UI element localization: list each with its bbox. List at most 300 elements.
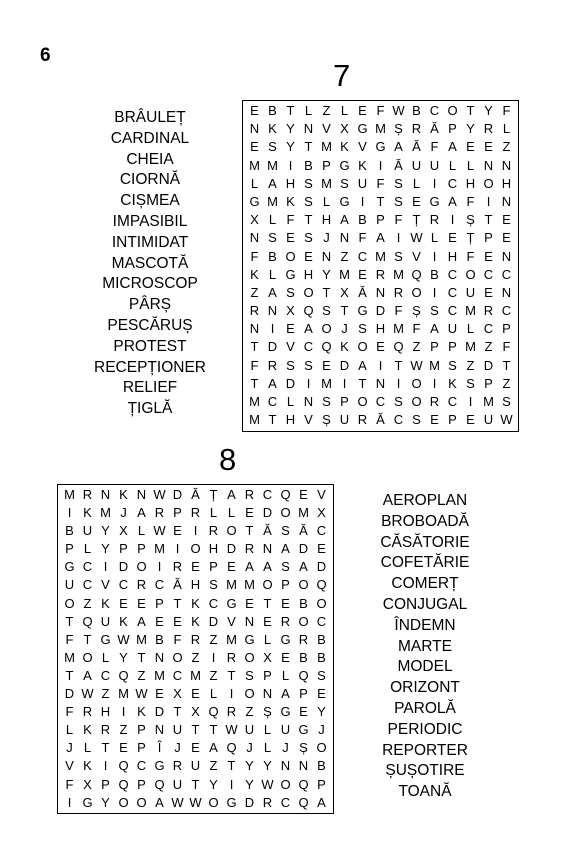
grid-letter: R xyxy=(190,631,201,647)
word-list-item: COFETĂRIE xyxy=(380,554,470,572)
grid-letter: Y xyxy=(119,649,128,665)
grid-letter: R xyxy=(298,631,309,647)
grid-letter: G xyxy=(298,722,309,738)
grid-letter: H xyxy=(501,175,512,191)
grid-letter: I xyxy=(67,505,72,521)
grid-letter: I xyxy=(306,375,311,391)
grid-letter: A xyxy=(209,740,218,756)
grid-letter: Q xyxy=(82,613,93,629)
grid-row xyxy=(246,175,515,193)
grid-letter: Ț xyxy=(412,212,421,228)
grid-letter: O xyxy=(316,740,327,756)
grid-letter: Q xyxy=(321,339,332,355)
grid-row xyxy=(61,595,330,613)
grid-letter: Y xyxy=(322,266,331,282)
grid-letter: R xyxy=(190,505,201,521)
grid-letter: P xyxy=(155,595,164,611)
grid-letter: M xyxy=(483,394,494,409)
grid-letter: S xyxy=(286,357,295,373)
grid-letter: P xyxy=(376,212,385,228)
grid-row xyxy=(246,138,515,156)
grid-row xyxy=(246,357,515,375)
grid-letter: Î xyxy=(157,740,162,756)
grid-letter: L xyxy=(466,321,475,337)
grid-letter: S xyxy=(281,559,290,575)
grid-letter: D xyxy=(375,303,386,319)
grid-letter: W xyxy=(189,794,202,810)
grid-letter: S xyxy=(304,357,313,373)
grid-letter: G xyxy=(339,157,350,173)
grid-letter: E xyxy=(173,523,182,539)
grid-letter: J xyxy=(120,505,127,521)
grid-letter: I xyxy=(229,776,234,792)
grid-letter: Q xyxy=(226,740,237,756)
grid-letter: E xyxy=(281,595,290,611)
grid-letter: U xyxy=(82,523,93,539)
grid-letter: W xyxy=(500,412,513,428)
grid-letter: Y xyxy=(484,103,493,118)
grid-letter: O xyxy=(208,794,219,810)
grid-letter: S xyxy=(394,394,403,409)
grid-letter: O xyxy=(321,321,332,337)
grid-letter: R xyxy=(244,487,255,502)
grid-letter: Ă xyxy=(299,523,308,539)
grid-letter: L xyxy=(340,103,349,118)
grid-letter: Z xyxy=(137,667,146,683)
grid-letter: G xyxy=(285,266,296,282)
grid-letter: P xyxy=(209,559,218,575)
grid-letter: S xyxy=(304,230,313,246)
grid-letter: M xyxy=(321,375,332,391)
grid-letter: G xyxy=(82,794,93,810)
grid-letter: O xyxy=(172,649,183,665)
grid-letter: F xyxy=(502,339,511,355)
grid-letter: A xyxy=(317,794,326,810)
grid-letter: E xyxy=(191,559,200,575)
grid-letter: P xyxy=(448,121,457,137)
grid-letter: C xyxy=(447,266,458,282)
grid-letter: Ă xyxy=(191,487,200,502)
grid-letter: R xyxy=(244,541,255,557)
grid-letter: M xyxy=(321,139,332,155)
grid-letter: O xyxy=(298,613,309,629)
grid-letter: E xyxy=(263,613,272,629)
grid-letter: B xyxy=(304,157,313,173)
grid-letter: Y xyxy=(245,758,254,774)
grid-letter: Ș xyxy=(263,704,272,720)
grid-letter: T xyxy=(245,523,254,539)
grid-letter: O xyxy=(298,577,309,593)
grid-letter: K xyxy=(448,375,457,391)
grid-row xyxy=(61,685,330,703)
grid-letter: Y xyxy=(209,776,218,792)
grid-letter: L xyxy=(83,541,92,557)
word-list-item: CHEIA xyxy=(126,150,174,168)
grid-letter: H xyxy=(208,541,219,557)
grid-letter: D xyxy=(285,375,296,391)
grid-letter: J xyxy=(318,722,325,738)
grid-letter: Z xyxy=(101,686,110,702)
grid-letter: D xyxy=(154,704,165,720)
grid-letter: Ș xyxy=(412,303,421,319)
grid-letter: U xyxy=(357,175,368,191)
grid-letter: R xyxy=(82,704,93,720)
grid-letter: Ă xyxy=(263,523,272,539)
grid-letter: E xyxy=(304,248,313,264)
word-list-item: IMPASIBIL xyxy=(112,212,188,230)
grid-letter: Z xyxy=(484,339,493,355)
grid-letter: Z xyxy=(250,284,259,300)
grid-letter: N xyxy=(321,248,332,264)
grid-letter: I xyxy=(193,523,198,539)
grid-letter: A xyxy=(263,559,272,575)
grid-letter: S xyxy=(268,139,277,155)
grid-letter: X xyxy=(250,212,259,228)
grid-letter: O xyxy=(280,776,291,792)
grid-letter: Ș xyxy=(394,121,403,137)
grid-letter: M xyxy=(393,321,404,337)
grid-letter: R xyxy=(267,357,278,373)
grid-letter: F xyxy=(394,303,403,319)
grid-letter: Y xyxy=(101,794,110,810)
grid-letter: D xyxy=(172,487,183,502)
grid-letter: Ș xyxy=(299,740,308,756)
grid-letter: X xyxy=(340,284,349,300)
grid-letter: W xyxy=(392,103,405,118)
grid-letter: U xyxy=(465,284,476,300)
grid-row xyxy=(246,302,515,320)
grid-letter: L xyxy=(268,266,277,282)
grid-row xyxy=(61,504,330,522)
grid-letter: E xyxy=(191,740,200,756)
grid-letter: Q xyxy=(316,577,327,593)
grid-letter: L xyxy=(209,505,218,521)
grid-row xyxy=(61,522,330,540)
grid-letter: U xyxy=(447,321,458,337)
grid-letter: E xyxy=(119,595,128,611)
grid-letter: Ț xyxy=(209,487,218,502)
grid-letter: C xyxy=(172,667,183,683)
grid-letter: W xyxy=(410,230,423,246)
grid-row xyxy=(61,776,330,794)
grid-row xyxy=(61,613,330,631)
grid-row xyxy=(246,102,515,120)
grid-letter: J xyxy=(282,740,289,756)
word-list-item: PROTEST xyxy=(113,337,187,355)
grid-letter: N xyxy=(262,686,273,702)
grid-letter: N xyxy=(249,121,260,137)
grid-letter: H xyxy=(190,577,201,593)
grid-letter: T xyxy=(227,667,236,683)
grid-row xyxy=(61,486,330,504)
grid-letter: M xyxy=(339,266,350,282)
grid-letter: O xyxy=(136,794,147,810)
grid-letter: T xyxy=(209,722,218,738)
grid-letter: I xyxy=(288,157,293,173)
grid-letter: B xyxy=(317,631,326,647)
grid-letter: C xyxy=(447,394,458,409)
word-list-item: CĂSĂTORIE xyxy=(380,533,470,551)
word-list-item: CIȘMEA xyxy=(120,192,180,210)
grid-letter: I xyxy=(103,758,108,774)
page-number: 6 xyxy=(40,45,51,66)
grid-letter: M xyxy=(465,303,476,319)
grid-letter: Q xyxy=(298,667,309,683)
grid-letter: E xyxy=(376,339,385,355)
grid-letter: W xyxy=(225,722,238,738)
grid-letter: U xyxy=(280,722,291,738)
grid-letter: W xyxy=(261,776,274,792)
grid-letter: Y xyxy=(286,139,295,155)
grid-letter: R xyxy=(280,613,291,629)
grid-letter: E xyxy=(502,230,511,246)
grid-letter: B xyxy=(65,523,74,539)
grid-letter: E xyxy=(412,193,421,209)
grid-letter: Q xyxy=(298,794,309,810)
grid-letter: N xyxy=(303,394,314,409)
grid-letter: K xyxy=(83,722,92,738)
grid-row xyxy=(246,211,515,229)
grid-letter: F xyxy=(65,776,74,792)
grid-letter: N xyxy=(154,722,165,738)
grid-letter: V xyxy=(101,577,110,593)
grid-letter: T xyxy=(227,758,236,774)
grid-letter: Q xyxy=(298,776,309,792)
grid-row xyxy=(246,266,515,284)
grid-letter: H xyxy=(375,321,386,337)
grid-letter: M xyxy=(226,577,237,593)
grid-letter: T xyxy=(250,339,259,355)
grid-letter: A xyxy=(448,193,457,209)
grid-letter: S xyxy=(281,523,290,539)
word-list-item: MARTE xyxy=(398,637,452,655)
grid-letter: P xyxy=(137,722,146,738)
grid-letter: I xyxy=(468,394,473,409)
grid-letter: A xyxy=(137,613,146,629)
grid-letter: Z xyxy=(245,704,254,720)
grid-letter: M xyxy=(267,193,278,209)
puzzle-8-letter-grid xyxy=(57,484,334,814)
grid-letter: I xyxy=(396,375,401,391)
grid-letter: O xyxy=(483,175,494,191)
grid-letter: T xyxy=(286,103,295,118)
grid-letter: D xyxy=(118,559,129,575)
grid-letter: X xyxy=(340,121,349,137)
grid-letter: L xyxy=(412,175,421,191)
grid-letter: L xyxy=(502,121,511,137)
grid-letter: B xyxy=(268,103,277,118)
grid-letter: L xyxy=(137,523,146,539)
grid-letter: T xyxy=(250,375,259,391)
grid-letter: S xyxy=(286,284,295,300)
grid-letter: G xyxy=(339,193,350,209)
grid-letter: E xyxy=(430,412,439,428)
grid-letter: S xyxy=(394,248,403,264)
grid-letter: L xyxy=(430,230,439,246)
grid-letter: R xyxy=(393,284,404,300)
grid-letter: T xyxy=(502,357,511,373)
grid-letter: A xyxy=(340,212,349,228)
grid-letter: E xyxy=(484,284,493,300)
grid-letter: I xyxy=(432,248,437,264)
grid-row xyxy=(61,576,330,594)
grid-letter: O xyxy=(82,649,93,665)
grid-letter: R xyxy=(226,704,237,720)
grid-letter: O xyxy=(411,375,422,391)
grid-letter: L xyxy=(281,667,290,683)
grid-letter: A xyxy=(268,284,277,300)
grid-letter: Ș xyxy=(466,212,475,228)
word-list-item: AEROPLAN xyxy=(382,492,468,509)
word-list-item: REPORTER xyxy=(382,741,468,759)
grid-letter: F xyxy=(65,631,74,647)
grid-letter: O xyxy=(136,559,147,575)
grid-letter: C xyxy=(118,577,129,593)
grid-letter: Z xyxy=(466,357,475,373)
grid-letter: G xyxy=(357,303,368,319)
grid-letter: M xyxy=(393,266,404,282)
grid-letter: B xyxy=(299,649,308,665)
grid-letter: K xyxy=(83,505,92,521)
grid-letter: R xyxy=(411,121,422,137)
grid-letter: R xyxy=(429,212,440,228)
grid-letter: C xyxy=(316,523,327,539)
grid-letter: W xyxy=(153,523,166,539)
grid-letter: N xyxy=(375,284,386,300)
grid-letter: Y xyxy=(245,776,254,792)
grid-letter: G xyxy=(429,193,440,209)
grid-letter: C xyxy=(375,394,386,409)
grid-letter: H xyxy=(285,175,296,191)
grid-letter: I xyxy=(157,559,162,575)
grid-letter: N xyxy=(244,613,255,629)
grid-letter: E xyxy=(250,139,259,155)
grid-letter: Q xyxy=(118,758,129,774)
grid-letter: Z xyxy=(209,631,218,647)
word-list-item: ȚIGLĂ xyxy=(127,400,173,418)
grid-letter: K xyxy=(191,595,200,611)
grid-letter: M xyxy=(136,631,147,647)
puzzle-8-word-list xyxy=(360,491,490,803)
grid-letter: B xyxy=(155,631,164,647)
grid-letter: E xyxy=(250,103,259,118)
grid-letter: R xyxy=(172,559,183,575)
grid-letter: C xyxy=(447,175,458,191)
grid-letter: E xyxy=(286,230,295,246)
grid-row xyxy=(61,540,330,558)
word-list-item: INTIMIDAT xyxy=(111,233,189,251)
grid-letter: N xyxy=(303,121,314,137)
grid-letter: Ă xyxy=(412,139,421,155)
grid-letter: K xyxy=(191,613,200,629)
grid-letter: L xyxy=(83,740,92,756)
grid-letter: E xyxy=(155,686,164,702)
grid-letter: H xyxy=(303,266,314,282)
grid-row xyxy=(246,284,515,302)
grid-row xyxy=(246,320,515,338)
grid-letter: U xyxy=(190,758,201,774)
grid-row xyxy=(61,558,330,576)
grid-letter: F xyxy=(466,193,475,209)
grid-letter: I xyxy=(360,193,365,209)
grid-letter: R xyxy=(82,487,93,502)
grid-letter: Ș xyxy=(322,412,331,428)
grid-letter: O xyxy=(226,523,237,539)
grid-letter: O xyxy=(411,284,422,300)
grid-letter: X xyxy=(286,303,295,319)
grid-letter: T xyxy=(322,284,331,300)
grid-letter: D xyxy=(298,541,309,557)
grid-letter: P xyxy=(502,321,511,337)
grid-letter: T xyxy=(65,667,74,683)
grid-letter: M xyxy=(244,577,255,593)
grid-letter: E xyxy=(191,686,200,702)
grid-letter: L xyxy=(227,505,236,521)
grid-letter: M xyxy=(64,649,75,665)
grid-row xyxy=(61,794,330,812)
grid-letter: C xyxy=(82,559,93,575)
grid-row xyxy=(246,120,515,138)
grid-letter: U xyxy=(172,776,183,792)
grid-letter: T xyxy=(340,303,349,319)
grid-letter: P xyxy=(448,412,457,428)
grid-letter: A xyxy=(299,559,308,575)
grid-letter: E xyxy=(358,103,367,118)
grid-letter: Y xyxy=(317,704,326,720)
grid-row xyxy=(246,338,515,356)
grid-letter: I xyxy=(450,212,455,228)
grid-letter: S xyxy=(448,357,457,373)
grid-letter: T xyxy=(268,412,277,428)
grid-letter: E xyxy=(299,704,308,720)
grid-letter: N xyxy=(262,541,273,557)
grid-letter: S xyxy=(304,175,313,191)
word-list-item: ȘUȘOTIRE xyxy=(385,762,465,780)
grid-letter: I xyxy=(67,794,72,810)
word-list-item: COMERȚ xyxy=(391,575,459,593)
grid-letter: A xyxy=(83,667,92,683)
grid-letter: C xyxy=(483,321,494,337)
grid-letter: K xyxy=(119,613,128,629)
word-list-item: MASCOTĂ xyxy=(111,254,189,272)
grid-letter: A xyxy=(268,375,277,391)
grid-letter: H xyxy=(447,248,458,264)
grid-letter: M xyxy=(100,505,111,521)
grid-letter: I xyxy=(229,686,234,702)
grid-letter: F xyxy=(358,230,367,246)
grid-letter: N xyxy=(375,375,386,391)
grid-letter: N xyxy=(501,248,512,264)
grid-letter: G xyxy=(375,139,386,155)
grid-letter: M xyxy=(267,157,278,173)
grid-letter: O xyxy=(64,595,75,611)
puzzle-8-number: 8 xyxy=(219,442,237,477)
grid-letter: F xyxy=(286,212,295,228)
grid-letter: C xyxy=(357,248,368,264)
grid-letter: R xyxy=(483,303,494,319)
grid-letter: S xyxy=(502,394,511,409)
grid-letter: Z xyxy=(191,649,200,665)
grid-letter: O xyxy=(465,266,476,282)
grid-letter: N xyxy=(501,157,512,173)
grid-row xyxy=(246,411,515,429)
grid-letter: Z xyxy=(119,722,128,738)
grid-letter: Z xyxy=(340,248,349,264)
grid-letter: R xyxy=(483,121,494,137)
grid-letter: I xyxy=(396,230,401,246)
grid-letter: R xyxy=(249,303,260,319)
grid-letter: E xyxy=(484,248,493,264)
